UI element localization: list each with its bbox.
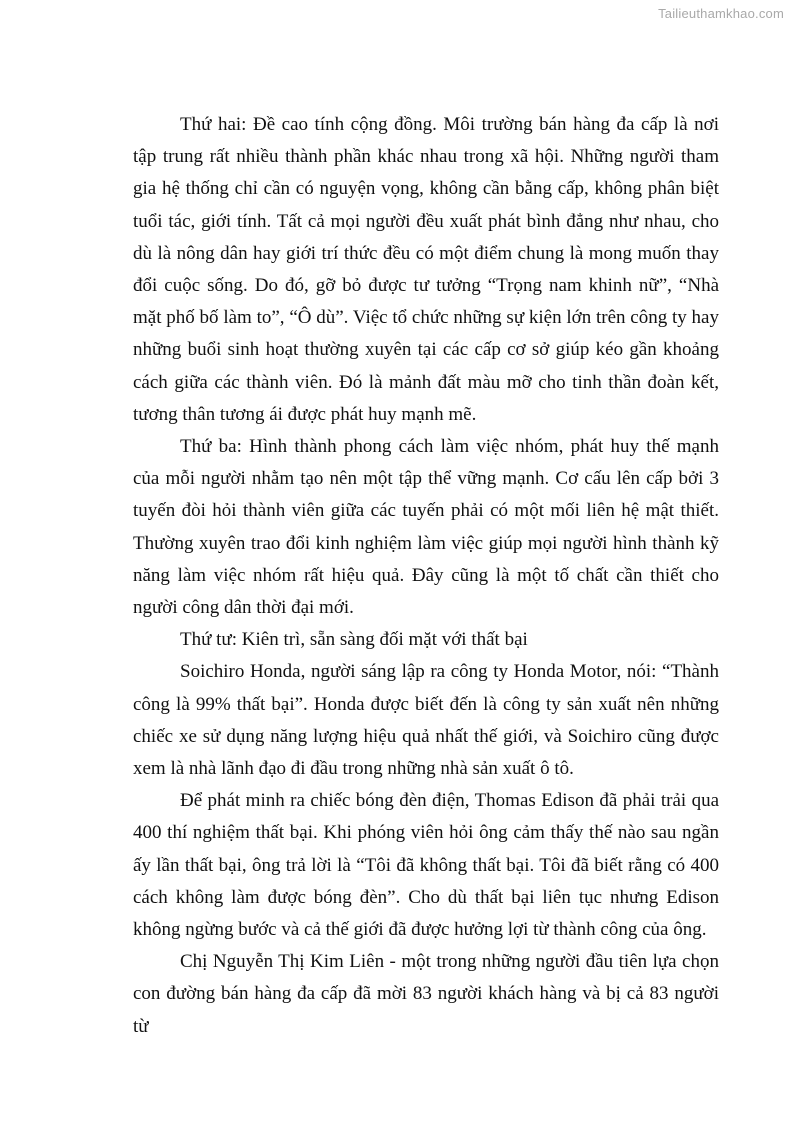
paragraph-edison: Để phát minh ra chiếc bóng đèn điện, Thomas Edison đã phải trải qua 400 thí nghiệm thất bại. Khi phóng viên hỏi ông cảm thấy thế nào sau ngần ấy lần thất bại, ông trả lời là “Tôi đã không thất bại. Tôi đã biết rằng có 400 cách không làm được bóng đèn”. Cho dù thất bại liên tục nhưng Edison không ngừng bước và cả thế giới đã được hưởng lợi từ thành công của ông. xyxy=(133,790,719,941)
paragraph-thu-tu-heading: Thứ tư: Kiên trì, sẵn sàng đối mặt với thất bại xyxy=(180,629,528,651)
watermark-text: Tailieuthamkhao.com xyxy=(658,6,784,21)
paragraph-thu-hai: Thứ hai: Đề cao tính cộng đồng. Môi trường bán hàng đa cấp là nơi tập trung rất nhiều thành phần khác nhau trong xã hội. Những người tham gia hệ thống chỉ cần có nguyện vọng, không cần bằng cấp, không phân biệt tuổi tác, giới tính. Tất cả mọi người đều xuất phát bình đẳng như nhau, cho dù là nông dân hay giới trí thức đều có một điểm chung là mong muốn thay đổi cuộc sống. Do đó, gỡ bỏ được tư tưởng “Trọng nam khinh nữ”, “Nhà mặt phố bố làm to”, “Ô dù”. Việc tổ chức những sự kiện lớn trên công ty hay những buổi sinh hoạt thường xuyên tại các cấp cơ sở giúp kéo gần khoảng cách giữa các thành viên. Đó là mảnh đất màu mỡ cho tinh thần đoàn kết, tương thân tương ái được phát huy mạnh mẽ. xyxy=(133,114,719,425)
document-body xyxy=(133,109,719,1043)
paragraph-kim-lien: Chị Nguyễn Thị Kim Liên - một trong những người đầu tiên lựa chọn con đường bán hàng đa cấp đã mời 83 người khách hàng và bị cả 83 người từ xyxy=(133,951,719,1037)
paragraph-thu-ba: Thứ ba: Hình thành phong cách làm việc nhóm, phát huy thế mạnh của mỗi người nhằm tạo nên một tập thể vững mạnh. Cơ cấu lên cấp bởi 3 tuyến đòi hỏi thành viên giữa các tuyến phải có một mối liên hệ mật thiết. Thường xuyên trao đổi kinh nghiệm làm việc giúp mọi người hình thành kỹ năng làm việc nhóm rất hiệu quả. Đây cũng là một tố chất cần thiết cho người công dân thời đại mới. xyxy=(133,436,719,619)
paragraph-honda: Soichiro Honda, người sáng lập ra công ty Honda Motor, nói: “Thành công là 99% thất bại”. Honda được biết đến là công ty sản xuất nên những chiếc xe sử dụng năng lượng hiệu quả nhất thế giới, và Soichiro cũng được xem là nhà lãnh đạo đi đầu trong những nhà sản xuất ô tô. xyxy=(133,661,719,780)
